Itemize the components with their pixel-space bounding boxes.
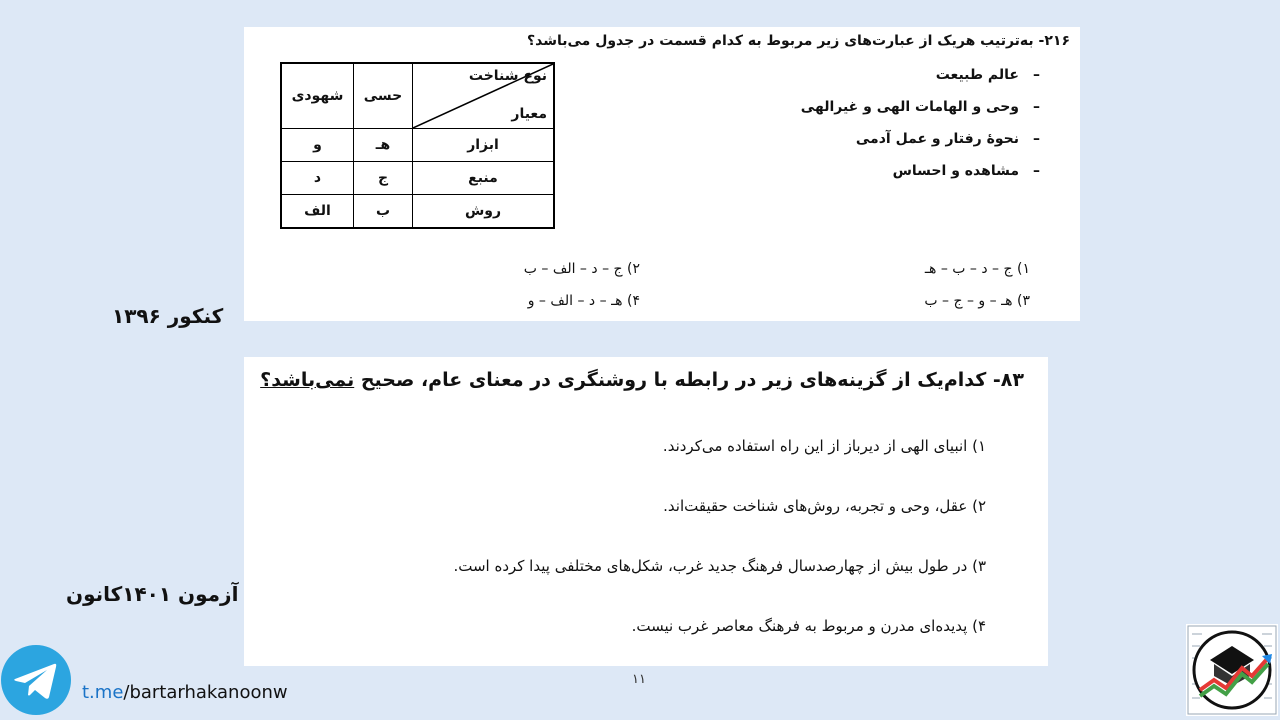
list-item: –مشاهده و احساس bbox=[892, 163, 1040, 179]
brand-logo bbox=[1186, 624, 1278, 716]
option-4: ۴) پدیده‌ای مدرن و مربوط به فرهنگ معاصر غرب نیست. bbox=[631, 617, 986, 635]
option-3: ۳) در طول بیش از چهارصدسال فرهنگ جدید غرب، شکل‌های مختلفی پیدا کرده است. bbox=[453, 557, 986, 575]
option-2: ۲) ج – د – الف – ب bbox=[523, 261, 640, 277]
list-item: –وحی و الهامات الهی و غیرالهی bbox=[800, 99, 1040, 115]
option-2: ۲) عقل، وحی و تجربه، روش‌های شناخت حقیقت‌اند. bbox=[663, 497, 986, 515]
table-row: الف ب روش bbox=[281, 195, 554, 229]
corner-bottom-label: معیار bbox=[511, 106, 547, 122]
corner-top-label: نوع شناخت bbox=[468, 68, 547, 84]
table-row: و هـ ابزار bbox=[281, 129, 554, 162]
table-corner-cell bbox=[413, 63, 555, 129]
table-row: د ج منبع bbox=[281, 162, 554, 195]
telegram-link[interactable]: t.me/bartarhakanoonw bbox=[82, 682, 288, 703]
page-number: ۱۱ bbox=[632, 672, 646, 687]
knowledge-table bbox=[280, 62, 555, 229]
question-83-card bbox=[244, 357, 1048, 666]
question-216-card bbox=[244, 27, 1080, 321]
question-83-title: ۸۳- کدام‌یک از گزینه‌های زیر در رابطه با روشنگری در معنای عام، صحیح نمی‌باشد؟ bbox=[260, 369, 1024, 391]
option-3: ۳) هـ – و – ج – ب bbox=[924, 293, 1030, 309]
source-label-konkur: کنکور ۱۳۹۶ bbox=[112, 304, 224, 328]
option-1: ۱) انبیای الهی از دیرباز از این راه استفاده می‌کردند. bbox=[662, 437, 986, 455]
option-1: ۱) ج – د – ب – هـ bbox=[924, 261, 1030, 277]
source-label-kanoon: آزمون ۱۴۰۱کانون bbox=[66, 582, 239, 606]
list-item: –نحوهٔ رفتار و عمل آدمی bbox=[855, 131, 1040, 147]
telegram-icon[interactable] bbox=[0, 644, 72, 716]
table-header-cell: شهودی bbox=[281, 63, 354, 129]
list-item: –عالم طبیعت bbox=[935, 67, 1040, 83]
question-216-title: ۲۱۶- به‌ترتیب هریک از عبارت‌های زیر مربوط به کدام قسمت در جدول می‌باشد؟ bbox=[527, 33, 1070, 49]
question-216-items bbox=[801, 65, 1040, 193]
table-header-cell: حسی bbox=[354, 63, 413, 129]
option-4: ۴) هـ – د – الف – و bbox=[527, 293, 640, 309]
